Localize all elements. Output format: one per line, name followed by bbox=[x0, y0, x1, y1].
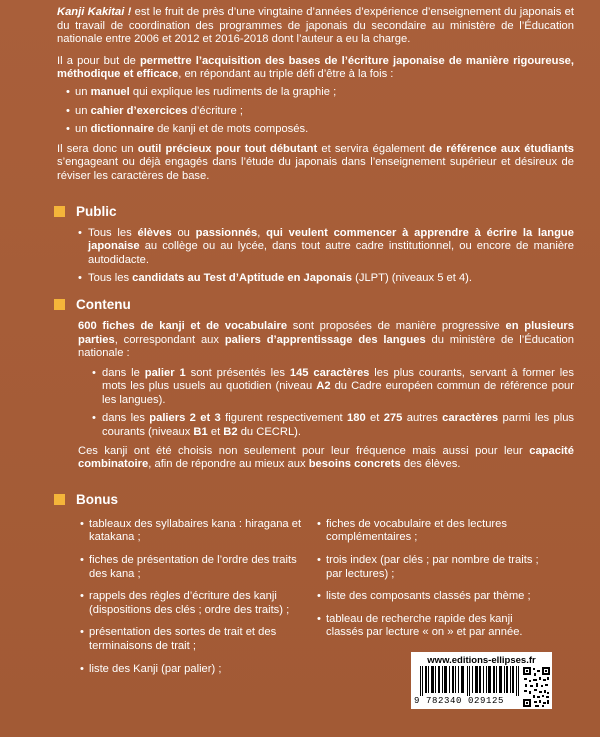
list-item: • un manuel qui explique les rudiments de la graphie ; bbox=[66, 85, 337, 98]
list-item: • fiches de présentation de l’ordre des traits des kana ; bbox=[80, 554, 297, 580]
bullet-icon: • bbox=[92, 412, 96, 425]
bullet-icon: • bbox=[317, 590, 321, 603]
list-item: • liste des composants classés par thème ; bbox=[317, 590, 531, 603]
section-heading bbox=[54, 204, 574, 219]
qr-code-icon bbox=[523, 667, 550, 707]
bullet-icon: • bbox=[80, 517, 84, 530]
intro-paragraph-3: Il sera donc un outil précieux pour tout débutant et servira également de référence aux étudiants s’engageant ou déjà engagés dans l’étude du japonais dans l’enseignement supérieur et désireux de réviser les caractères de base. bbox=[57, 142, 575, 182]
contenu-list bbox=[92, 367, 574, 440]
bullet-icon: • bbox=[78, 272, 82, 285]
intro-paragraph-2: Il a pour but de permettre l’acquisition des bases de l’écriture japonaise de manière rigoureuse, méthodique et efficace, en répondant au triple défi d’être à la fois : bbox=[57, 54, 575, 81]
bullet-icon: • bbox=[92, 366, 96, 379]
bullet-icon: • bbox=[80, 554, 84, 567]
list-item: • dans le palier 1 sont présentés les 145 caractères les plus courants, servant à former les mots les plus usuels au quotidien (niveau A2 du Cadre européen commun de référence pour les langues). bbox=[92, 366, 575, 406]
section-heading bbox=[54, 492, 574, 507]
list-item: • tableaux des syllabaires kana : hiragana et katakana ; bbox=[80, 517, 302, 544]
barcode-panel bbox=[411, 652, 552, 709]
bullet-icon: • bbox=[66, 123, 70, 136]
publisher-url: www.editions-ellipses.fr bbox=[427, 655, 536, 666]
section-heading bbox=[54, 297, 574, 312]
square-bullet-icon bbox=[54, 494, 65, 505]
book-title: Kanji Kakitai ! bbox=[57, 6, 132, 18]
list-item: • rappels des règles d’écriture des kanji (dispositions des clés ; ordre des traits) ; bbox=[80, 590, 290, 616]
list-item: • dans les paliers 2 et 3 figurent respectivement 180 et 275 autres caractères parmi les plus courants (niveaux B1 et B2 du CECRL). bbox=[92, 412, 575, 439]
list-item: • Tous les élèves ou passionnés, qui veulent commencer à apprendre à écrire la langue japonaise au collège ou au lycée, dans tout autre cadre institutionnel, ou encore de manière autodidacte. bbox=[78, 226, 574, 266]
list-item: • un dictionnaire de kanji et de mots composés. bbox=[66, 123, 309, 136]
barcode-icon bbox=[420, 666, 520, 696]
bullet-icon: • bbox=[66, 104, 70, 117]
isbn-number: 9 782340 029125 bbox=[414, 696, 505, 706]
section-title: Bonus bbox=[76, 491, 118, 507]
list-item: • trois index (par clés ; par nombre de traits ; par lectures) ; bbox=[317, 554, 539, 580]
bullet-icon: • bbox=[80, 626, 84, 639]
contenu-paragraph-1: 600 fiches de kanji et de vocabulaire sont proposées de manière progressive en plusieurs parties, correspondant aux paliers d’apprentissage des langues du ministère de l’Éducation nationale : bbox=[78, 319, 575, 360]
square-bullet-icon bbox=[54, 299, 65, 310]
bullet-icon: • bbox=[317, 517, 321, 530]
list-item: • fiches de vocabulaire et des lectures complémentaires ; bbox=[317, 517, 507, 544]
bullet-icon: • bbox=[78, 226, 82, 239]
intro-list bbox=[57, 86, 574, 137]
bullet-icon: • bbox=[80, 662, 84, 675]
square-bullet-icon bbox=[54, 206, 65, 217]
section-title: Public bbox=[76, 203, 117, 219]
section-contenu bbox=[57, 297, 574, 472]
bullet-icon: • bbox=[66, 85, 70, 98]
bullet-icon: • bbox=[317, 612, 321, 625]
list-item: • liste des Kanji (par palier) ; bbox=[80, 662, 222, 675]
list-item: • un cahier d’exercices d’écriture ; bbox=[66, 104, 243, 117]
bullet-icon: • bbox=[80, 590, 84, 603]
section-title: Contenu bbox=[76, 296, 131, 312]
section-public bbox=[57, 204, 574, 286]
bullet-icon: • bbox=[317, 554, 321, 567]
list-item: • tableau de recherche rapide des kanji classés par lecture « on » et par année. bbox=[317, 612, 523, 639]
intro-paragraph-1: Kanji Kakitai ! est le fruit de près d’une vingtaine d’années d’expérience d’enseignement du japonais et du travail de coordination des programmes de japonais du secondaire au ministère de l’Éducation nationale entre 2006 et 2012 et 2016-2018 dont l’auteur a eu la charge. bbox=[57, 6, 574, 46]
list-item: • présentation des sortes de trait et des terminaisons de trait ; bbox=[80, 626, 277, 652]
contenu-paragraph-2: Ces kanji ont été choisis non seulement pour leur fréquence mais aussi pour leur capacité combinatoire, afin de répondre au mieux aux besoins concrets des élèves. bbox=[78, 444, 574, 471]
list-item: • Tous les candidats au Test d’Aptitude en Japonais (JLPT) (niveaux 5 et 4). bbox=[78, 272, 473, 285]
public-list bbox=[78, 227, 574, 286]
bonus-list-left bbox=[81, 518, 314, 685]
